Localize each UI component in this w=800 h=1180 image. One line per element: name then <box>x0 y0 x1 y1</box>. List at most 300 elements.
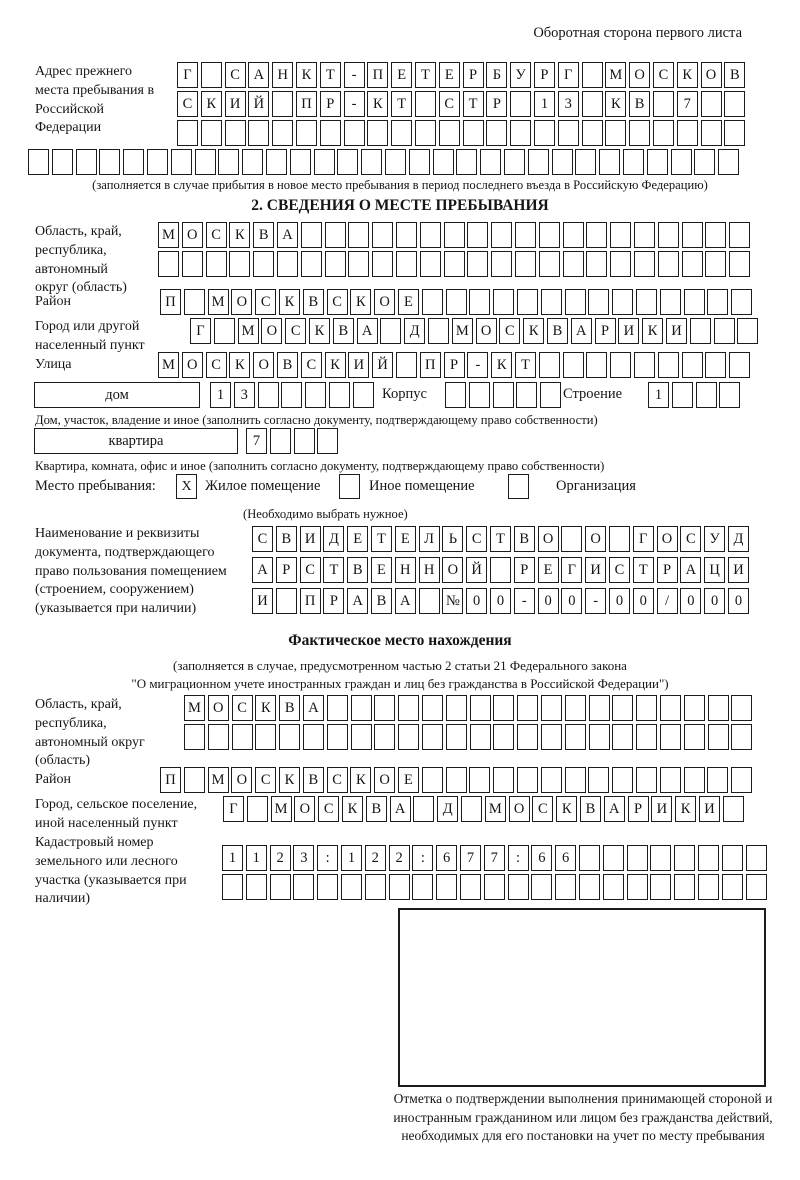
char-cell[interactable] <box>508 874 529 900</box>
char-cell[interactable]: У <box>704 526 725 552</box>
char-cell[interactable] <box>420 222 441 248</box>
char-cell[interactable] <box>469 289 490 315</box>
char-cell[interactable] <box>634 222 655 248</box>
char-cell[interactable] <box>398 695 419 721</box>
char-cell[interactable] <box>582 120 603 146</box>
char-cell[interactable] <box>341 874 362 900</box>
char-cell[interactable] <box>701 120 722 146</box>
char-cell[interactable] <box>579 845 600 871</box>
char-cell[interactable] <box>582 62 603 88</box>
char-cell[interactable] <box>272 120 293 146</box>
char-cell[interactable] <box>718 149 739 175</box>
residential-checkbox[interactable]: X <box>176 474 197 499</box>
char-cell[interactable] <box>589 695 610 721</box>
char-cell[interactable] <box>415 120 436 146</box>
char-cell[interactable]: 7 <box>246 428 267 454</box>
char-cell[interactable]: О <box>182 222 203 248</box>
char-cell[interactable] <box>541 724 562 750</box>
char-cell[interactable]: 2 <box>389 845 410 871</box>
char-cell[interactable] <box>446 767 467 793</box>
char-cell[interactable] <box>539 352 560 378</box>
char-cell[interactable]: Н <box>419 557 440 583</box>
char-cell[interactable]: 0 <box>728 588 749 614</box>
char-cell[interactable]: 1 <box>222 845 243 871</box>
char-cell[interactable]: Н <box>395 557 416 583</box>
char-cell[interactable] <box>575 149 596 175</box>
char-cell[interactable]: Т <box>515 352 536 378</box>
char-cell[interactable]: А <box>277 222 298 248</box>
char-cell[interactable] <box>647 149 668 175</box>
char-cell[interactable] <box>444 251 465 277</box>
char-cell[interactable]: Ь <box>442 526 463 552</box>
char-cell[interactable]: Р <box>514 557 535 583</box>
char-cell[interactable] <box>301 222 322 248</box>
char-cell[interactable] <box>303 724 324 750</box>
char-cell[interactable]: Й <box>466 557 487 583</box>
char-cell[interactable] <box>276 588 297 614</box>
char-cell[interactable]: К <box>491 352 512 378</box>
char-cell[interactable]: С <box>255 289 276 315</box>
char-cell[interactable]: Л <box>419 526 440 552</box>
char-cell[interactable] <box>609 526 630 552</box>
char-cell[interactable] <box>147 149 168 175</box>
char-cell[interactable] <box>705 352 726 378</box>
char-cell[interactable] <box>246 874 267 900</box>
char-cell[interactable]: Р <box>323 588 344 614</box>
char-cell[interactable] <box>636 767 657 793</box>
char-cell[interactable] <box>722 874 743 900</box>
char-cell[interactable] <box>52 149 73 175</box>
char-cell[interactable]: С <box>177 91 198 117</box>
char-cell[interactable] <box>171 149 192 175</box>
char-cell[interactable]: С <box>252 526 273 552</box>
char-cell[interactable] <box>623 149 644 175</box>
char-cell[interactable]: Е <box>398 767 419 793</box>
char-cell[interactable]: К <box>279 767 300 793</box>
char-cell[interactable]: А <box>357 318 378 344</box>
char-cell[interactable] <box>484 874 505 900</box>
char-cell[interactable]: В <box>724 62 745 88</box>
char-cell[interactable] <box>218 149 239 175</box>
char-cell[interactable] <box>636 695 657 721</box>
char-cell[interactable] <box>247 796 268 822</box>
char-cell[interactable] <box>707 289 728 315</box>
char-cell[interactable]: 1 <box>246 845 267 871</box>
char-cell[interactable] <box>517 289 538 315</box>
char-cell[interactable] <box>563 222 584 248</box>
char-cell[interactable]: В <box>547 318 568 344</box>
char-cell[interactable]: И <box>225 91 246 117</box>
char-cell[interactable]: Р <box>486 91 507 117</box>
char-cell[interactable] <box>467 222 488 248</box>
char-cell[interactable] <box>660 695 681 721</box>
char-cell[interactable]: 0 <box>680 588 701 614</box>
char-cell[interactable] <box>694 149 715 175</box>
char-cell[interactable]: А <box>303 695 324 721</box>
char-cell[interactable] <box>372 222 393 248</box>
char-cell[interactable]: : <box>317 845 338 871</box>
char-cell[interactable]: С <box>301 352 322 378</box>
char-cell[interactable] <box>682 352 703 378</box>
char-cell[interactable]: М <box>238 318 259 344</box>
char-cell[interactable] <box>258 382 279 408</box>
char-cell[interactable] <box>650 845 671 871</box>
char-cell[interactable] <box>433 149 454 175</box>
char-cell[interactable] <box>76 149 97 175</box>
char-cell[interactable] <box>361 149 382 175</box>
char-cell[interactable]: Ц <box>704 557 725 583</box>
char-cell[interactable]: 2 <box>365 845 386 871</box>
char-cell[interactable] <box>222 874 243 900</box>
char-cell[interactable]: Р <box>534 62 555 88</box>
char-cell[interactable] <box>729 222 750 248</box>
char-cell[interactable]: В <box>333 318 354 344</box>
char-cell[interactable] <box>684 767 705 793</box>
char-cell[interactable] <box>446 695 467 721</box>
char-cell[interactable]: Н <box>272 62 293 88</box>
char-cell[interactable] <box>586 251 607 277</box>
char-cell[interactable] <box>374 724 395 750</box>
char-cell[interactable] <box>517 767 538 793</box>
char-cell[interactable] <box>565 695 586 721</box>
char-cell[interactable]: О <box>208 695 229 721</box>
char-cell[interactable]: Д <box>437 796 458 822</box>
char-cell[interactable] <box>348 222 369 248</box>
char-cell[interactable]: О <box>538 526 559 552</box>
char-cell[interactable] <box>491 222 512 248</box>
char-cell[interactable] <box>253 251 274 277</box>
char-cell[interactable] <box>612 767 633 793</box>
char-cell[interactable]: № <box>442 588 463 614</box>
char-cell[interactable]: Й <box>372 352 393 378</box>
char-cell[interactable]: Г <box>177 62 198 88</box>
char-cell[interactable] <box>351 695 372 721</box>
char-cell[interactable]: У <box>510 62 531 88</box>
char-cell[interactable]: П <box>160 767 181 793</box>
char-cell[interactable] <box>558 120 579 146</box>
char-cell[interactable] <box>329 382 350 408</box>
char-cell[interactable]: С <box>327 289 348 315</box>
char-cell[interactable] <box>396 251 417 277</box>
char-cell[interactable]: 7 <box>460 845 481 871</box>
char-cell[interactable] <box>658 222 679 248</box>
char-cell[interactable]: К <box>229 352 250 378</box>
char-cell[interactable]: Г <box>558 62 579 88</box>
char-cell[interactable]: Д <box>323 526 344 552</box>
char-cell[interactable] <box>510 91 531 117</box>
char-cell[interactable] <box>541 289 562 315</box>
char-cell[interactable]: К <box>523 318 544 344</box>
char-cell[interactable]: Т <box>371 526 392 552</box>
char-cell[interactable] <box>184 724 205 750</box>
char-cell[interactable] <box>348 251 369 277</box>
char-cell[interactable]: И <box>252 588 273 614</box>
char-cell[interactable] <box>636 289 657 315</box>
char-cell[interactable]: С <box>300 557 321 583</box>
char-cell[interactable]: М <box>208 767 229 793</box>
char-cell[interactable] <box>99 149 120 175</box>
char-cell[interactable]: Т <box>490 526 511 552</box>
char-cell[interactable]: С <box>206 352 227 378</box>
char-cell[interactable] <box>380 318 401 344</box>
char-cell[interactable]: О <box>231 767 252 793</box>
char-cell[interactable] <box>490 557 511 583</box>
char-cell[interactable]: К <box>342 796 363 822</box>
char-cell[interactable]: И <box>300 526 321 552</box>
char-cell[interactable] <box>232 724 253 750</box>
char-cell[interactable]: С <box>680 526 701 552</box>
char-cell[interactable] <box>555 874 576 900</box>
char-cell[interactable] <box>272 91 293 117</box>
char-cell[interactable] <box>367 120 388 146</box>
char-cell[interactable] <box>422 289 443 315</box>
char-cell[interactable] <box>540 382 561 408</box>
char-cell[interactable] <box>320 120 341 146</box>
char-cell[interactable] <box>398 724 419 750</box>
char-cell[interactable]: И <box>585 557 606 583</box>
char-cell[interactable] <box>582 91 603 117</box>
char-cell[interactable] <box>445 382 466 408</box>
char-cell[interactable] <box>636 724 657 750</box>
char-cell[interactable]: Р <box>444 352 465 378</box>
char-cell[interactable]: О <box>476 318 497 344</box>
char-cell[interactable]: В <box>303 767 324 793</box>
char-cell[interactable]: В <box>276 526 297 552</box>
char-cell[interactable]: И <box>348 352 369 378</box>
char-cell[interactable] <box>660 767 681 793</box>
char-cell[interactable]: В <box>629 91 650 117</box>
organization-checkbox[interactable] <box>508 474 529 499</box>
char-cell[interactable] <box>317 428 338 454</box>
char-cell[interactable] <box>225 120 246 146</box>
char-cell[interactable]: П <box>420 352 441 378</box>
char-cell[interactable] <box>486 120 507 146</box>
char-cell[interactable] <box>610 352 631 378</box>
char-cell[interactable] <box>610 222 631 248</box>
char-cell[interactable]: К <box>350 767 371 793</box>
char-cell[interactable]: - <box>467 352 488 378</box>
char-cell[interactable] <box>504 149 525 175</box>
char-cell[interactable]: С <box>225 62 246 88</box>
char-cell[interactable]: - <box>344 91 365 117</box>
char-cell[interactable]: О <box>374 767 395 793</box>
char-cell[interactable] <box>385 149 406 175</box>
char-cell[interactable]: 0 <box>490 588 511 614</box>
char-cell[interactable] <box>294 428 315 454</box>
char-cell[interactable]: Й <box>248 91 269 117</box>
char-cell[interactable]: С <box>318 796 339 822</box>
char-cell[interactable]: Т <box>320 62 341 88</box>
char-cell[interactable] <box>422 724 443 750</box>
char-cell[interactable]: О <box>231 289 252 315</box>
char-cell[interactable] <box>629 120 650 146</box>
char-cell[interactable]: М <box>158 352 179 378</box>
char-cell[interactable] <box>281 382 302 408</box>
char-cell[interactable] <box>588 767 609 793</box>
char-cell[interactable]: Д <box>404 318 425 344</box>
char-cell[interactable]: 0 <box>466 588 487 614</box>
char-cell[interactable] <box>746 845 767 871</box>
char-cell[interactable]: 1 <box>648 382 669 408</box>
char-cell[interactable]: 1 <box>341 845 362 871</box>
char-cell[interactable]: 1 <box>210 382 231 408</box>
char-cell[interactable] <box>325 251 346 277</box>
char-cell[interactable] <box>444 222 465 248</box>
char-cell[interactable]: А <box>395 588 416 614</box>
char-cell[interactable] <box>701 91 722 117</box>
char-cell[interactable]: Т <box>323 557 344 583</box>
char-cell[interactable] <box>605 120 626 146</box>
char-cell[interactable] <box>674 874 695 900</box>
char-cell[interactable]: И <box>618 318 639 344</box>
char-cell[interactable] <box>195 149 216 175</box>
char-cell[interactable]: С <box>499 318 520 344</box>
char-cell[interactable] <box>327 695 348 721</box>
char-cell[interactable] <box>270 874 291 900</box>
char-cell[interactable] <box>325 222 346 248</box>
char-cell[interactable] <box>422 767 443 793</box>
char-cell[interactable]: А <box>680 557 701 583</box>
char-cell[interactable] <box>493 767 514 793</box>
char-cell[interactable]: Т <box>633 557 654 583</box>
char-cell[interactable] <box>561 526 582 552</box>
char-cell[interactable] <box>396 352 417 378</box>
char-cell[interactable]: П <box>300 588 321 614</box>
char-cell[interactable]: П <box>367 62 388 88</box>
char-cell[interactable]: - <box>585 588 606 614</box>
char-cell[interactable]: Е <box>398 289 419 315</box>
char-cell[interactable] <box>351 724 372 750</box>
char-cell[interactable] <box>724 91 745 117</box>
char-cell[interactable] <box>158 251 179 277</box>
char-cell[interactable] <box>531 874 552 900</box>
char-cell[interactable] <box>460 874 481 900</box>
char-cell[interactable]: М <box>158 222 179 248</box>
char-cell[interactable]: Т <box>391 91 412 117</box>
char-cell[interactable]: С <box>532 796 553 822</box>
char-cell[interactable]: 7 <box>484 845 505 871</box>
char-cell[interactable]: О <box>294 796 315 822</box>
char-cell[interactable] <box>270 428 291 454</box>
char-cell[interactable]: И <box>651 796 672 822</box>
char-cell[interactable] <box>372 251 393 277</box>
char-cell[interactable]: 6 <box>436 845 457 871</box>
char-cell[interactable]: О <box>374 289 395 315</box>
char-cell[interactable] <box>493 695 514 721</box>
char-cell[interactable]: А <box>248 62 269 88</box>
char-cell[interactable] <box>419 588 440 614</box>
char-cell[interactable] <box>565 289 586 315</box>
char-cell[interactable] <box>467 251 488 277</box>
char-cell[interactable] <box>317 874 338 900</box>
char-cell[interactable]: О <box>629 62 650 88</box>
char-cell[interactable] <box>684 289 705 315</box>
char-cell[interactable] <box>391 120 412 146</box>
char-cell[interactable] <box>493 382 514 408</box>
char-cell[interactable] <box>493 724 514 750</box>
char-cell[interactable] <box>428 318 449 344</box>
char-cell[interactable] <box>374 695 395 721</box>
char-cell[interactable] <box>470 695 491 721</box>
char-cell[interactable] <box>415 91 436 117</box>
char-cell[interactable]: / <box>657 588 678 614</box>
char-cell[interactable] <box>563 251 584 277</box>
char-cell[interactable]: 3 <box>293 845 314 871</box>
char-cell[interactable]: 6 <box>531 845 552 871</box>
char-cell[interactable]: С <box>232 695 253 721</box>
char-cell[interactable] <box>612 724 633 750</box>
char-cell[interactable]: 0 <box>704 588 725 614</box>
char-cell[interactable] <box>515 222 536 248</box>
char-cell[interactable] <box>123 149 144 175</box>
char-cell[interactable] <box>599 149 620 175</box>
char-cell[interactable] <box>634 251 655 277</box>
char-cell[interactable]: Е <box>538 557 559 583</box>
char-cell[interactable]: 0 <box>609 588 630 614</box>
char-cell[interactable]: К <box>325 352 346 378</box>
char-cell[interactable]: С <box>439 91 460 117</box>
char-cell[interactable]: Д <box>728 526 749 552</box>
char-cell[interactable] <box>463 120 484 146</box>
char-cell[interactable] <box>456 149 477 175</box>
char-cell[interactable]: Р <box>628 796 649 822</box>
char-cell[interactable] <box>293 874 314 900</box>
char-cell[interactable]: 3 <box>558 91 579 117</box>
char-cell[interactable] <box>705 222 726 248</box>
char-cell[interactable]: В <box>580 796 601 822</box>
char-cell[interactable] <box>731 767 752 793</box>
char-cell[interactable] <box>177 120 198 146</box>
char-cell[interactable] <box>671 149 692 175</box>
char-cell[interactable] <box>690 318 711 344</box>
char-cell[interactable]: В <box>371 588 392 614</box>
char-cell[interactable] <box>461 796 482 822</box>
char-cell[interactable] <box>279 724 300 750</box>
char-cell[interactable] <box>660 289 681 315</box>
char-cell[interactable]: К <box>675 796 696 822</box>
char-cell[interactable]: Т <box>415 62 436 88</box>
char-cell[interactable]: Е <box>395 526 416 552</box>
char-cell[interactable]: : <box>508 845 529 871</box>
char-cell[interactable] <box>290 149 311 175</box>
char-cell[interactable]: С <box>285 318 306 344</box>
char-cell[interactable]: И <box>728 557 749 583</box>
char-cell[interactable]: Е <box>439 62 460 88</box>
char-cell[interactable]: М <box>208 289 229 315</box>
char-cell[interactable]: Р <box>320 91 341 117</box>
char-cell[interactable] <box>491 251 512 277</box>
char-cell[interactable]: О <box>701 62 722 88</box>
other-premises-checkbox[interactable] <box>339 474 360 499</box>
char-cell[interactable] <box>353 382 374 408</box>
char-cell[interactable] <box>731 695 752 721</box>
char-cell[interactable]: 1 <box>534 91 555 117</box>
char-cell[interactable] <box>248 120 269 146</box>
char-cell[interactable] <box>660 724 681 750</box>
char-cell[interactable] <box>565 724 586 750</box>
char-cell[interactable]: К <box>229 222 250 248</box>
char-cell[interactable]: К <box>367 91 388 117</box>
char-cell[interactable] <box>184 767 205 793</box>
char-cell[interactable] <box>729 251 750 277</box>
char-cell[interactable]: 6 <box>555 845 576 871</box>
char-cell[interactable]: О <box>182 352 203 378</box>
char-cell[interactable]: С <box>206 222 227 248</box>
char-cell[interactable]: О <box>657 526 678 552</box>
char-cell[interactable] <box>612 695 633 721</box>
char-cell[interactable]: Р <box>595 318 616 344</box>
char-cell[interactable]: Р <box>463 62 484 88</box>
